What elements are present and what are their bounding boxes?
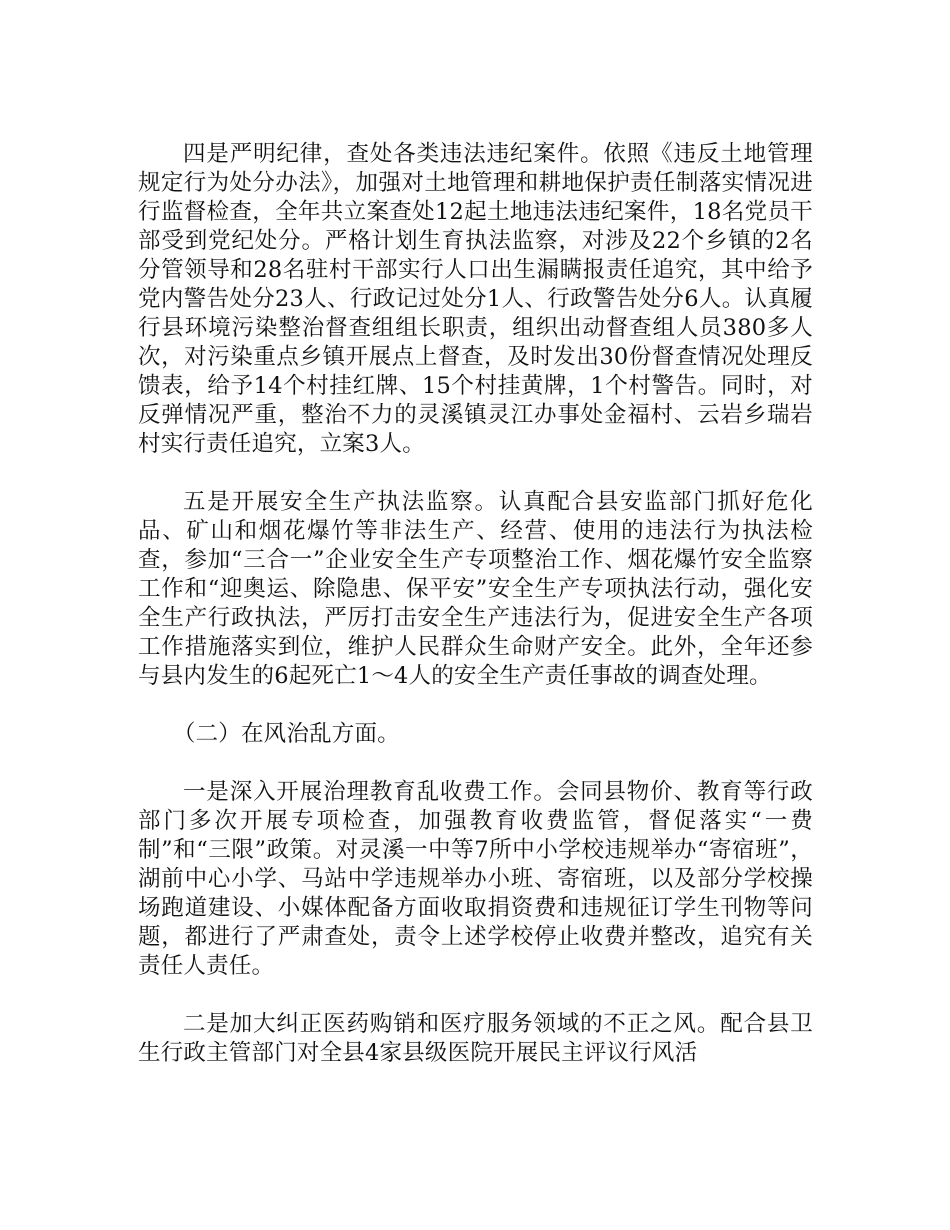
paragraph-discipline-cases: 四是严明纪律，查处各类违法违纪案件。依照《违反土地管理规定行为处分办法》，加强对土地管理和耕地保护责任制落实情况进行监督检查，全年共立案查处12起土地违法违纪案件，18名党员干部受到党纪处分。严格计划生育执法监察，对涉及22个乡镇的2名分管领导和28名驻村干部实行人口出生漏瞒报责任追究，其中给予党内警告处分23人、行政记过处分1人、行政警告处分6人。认真履行县环境污染整治督查组组长职责，组织出动督查组人员380多人次，对污染重点乡镇开展点上督查，及时发出30份督查情况处理反馈表，给予14个村挂红牌、15个村挂黄牌，1个村警告。同时，对反弹情况严重，整治不力的灵溪镇灵江办事处金福村、云岩乡瑞岩村实行责任追究，立案3人。	[138, 141, 813, 457]
section-heading: （二）在风治乱方面。	[172, 721, 400, 747]
document-page	[138, 140, 813, 1068]
paragraph-medical-services: 二是加大纠正医药购销和医疗服务领域的不正之风。配合县卫生行政主管部门对全县4家县级医院开展民主评议行风活	[138, 1011, 813, 1066]
paragraph-safety-production: 五是开展安全生产执法监察。认真配合县安监部门抓好危化品、矿山和烟花爆竹等非法生产、经营、使用的违法行为执法检查，参加“三合一”企业安全生产专项整治工作、烟花爆竹安全监察工作和“迎奥运、除隐患、保平安”安全生产专项执法行动，强化安全生产行政执法，严厉打击安全生产违法行为，促进安全生产各项工作措施落实到位，维护人民群众生命财产安全。此外，全年还参与县内发生的6起死亡1～4人的安全生产责任事故的调查处理。	[138, 489, 813, 689]
paragraph-education-fees: 一是深入开展治理教育乱收费工作。会同县物价、教育等行政部门多次开展专项检查，加强教育收费监管，督促落实“一费制”和“三限”政策。对灵溪一中等7所中小学校违规举办“寄宿班”，湖前中心小学、马站中学违规举办小班、寄宿班，以及部分学校操场跑道建设、小媒体配备方面收取捐资费和违规征订学生刊物等问题，都进行了严肃查处，责令上述学校停止收费并整改，追究有关责任人责任。	[138, 779, 813, 979]
